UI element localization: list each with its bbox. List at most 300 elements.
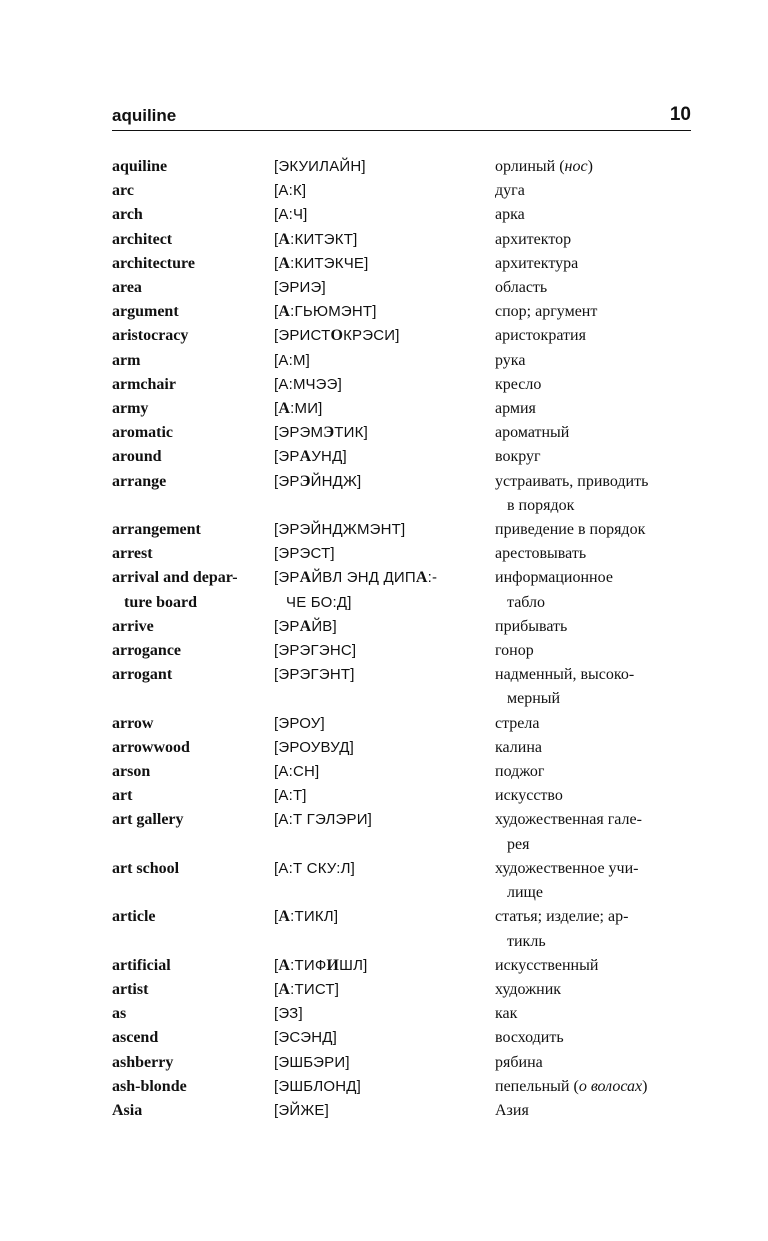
transcription-line <box>274 397 495 421</box>
entry-headword <box>112 978 274 1002</box>
transcription-segment: [ЭРОУ] <box>274 714 325 732</box>
translation-line <box>495 1075 702 1099</box>
entry-headword <box>112 736 274 760</box>
entry-transcription <box>274 421 495 445</box>
transcription-segment: [ЭР <box>274 472 300 490</box>
entry-row <box>112 373 702 397</box>
stressed-letter: А <box>278 980 291 998</box>
translation-text: устраивать, приводить <box>495 472 649 490</box>
entry-row <box>112 518 702 542</box>
entry-transcription <box>274 276 495 300</box>
translation-text: ) <box>642 1077 648 1095</box>
headword-line: art gallery <box>112 811 184 829</box>
transcription-segment: [А:МЧЭЭ] <box>274 375 342 393</box>
entry-transcription <box>274 470 495 518</box>
entry-headword <box>112 155 274 179</box>
translation-line <box>495 421 702 445</box>
translation-text: стрела <box>495 714 540 732</box>
entry-translation <box>495 978 702 1002</box>
dictionary-entries <box>112 155 702 1123</box>
translation-line <box>495 712 702 736</box>
transcription-segment: [ЭР <box>274 617 300 635</box>
transcription-segment: [А:Т ГЭЛЭРИ] <box>274 811 373 829</box>
headword-line: army <box>112 400 149 418</box>
transcription-segment: ЙНДЖ] <box>310 472 362 490</box>
entry-translation <box>495 1051 702 1075</box>
entry-transcription <box>274 228 495 252</box>
entry-translation <box>495 784 702 808</box>
entry-translation <box>495 954 702 978</box>
stressed-letter: А <box>278 956 291 974</box>
transcription-segment: [ЭШБЛОНД] <box>274 1077 362 1095</box>
transcription-line <box>274 445 495 469</box>
entry-row <box>112 470 702 518</box>
entry-translation <box>495 518 702 542</box>
entry-transcription <box>274 445 495 469</box>
translation-line <box>495 470 702 494</box>
translation-line <box>495 373 702 397</box>
entry-headword <box>112 615 274 639</box>
transcription-line <box>274 712 495 736</box>
entry-headword <box>112 1026 274 1050</box>
headword-line: ascend <box>112 1029 159 1047</box>
entry-row <box>112 808 702 856</box>
transcription-line <box>274 663 495 687</box>
transcription-segment: [А:М] <box>274 351 311 369</box>
transcription-line <box>274 518 495 542</box>
header-headword: aquiline <box>112 106 177 125</box>
translation-text: художественное учи- <box>495 859 639 877</box>
translation-text: информационное <box>495 569 613 587</box>
entry-transcription <box>274 615 495 639</box>
transcription-line <box>274 252 495 276</box>
translation-text: художник <box>495 980 562 998</box>
entry-translation <box>495 760 702 784</box>
entry-transcription <box>274 179 495 203</box>
transcription-segment: [ЭЙЖЕ] <box>274 1101 329 1119</box>
translation-line <box>495 905 702 929</box>
transcription-segment: :ГЬЮМЭНТ] <box>290 303 377 321</box>
entry-headword <box>112 421 274 445</box>
transcription-segment: ЙВЛ ЭНД ДИП <box>311 569 416 587</box>
entry-transcription <box>274 252 495 276</box>
entry-row <box>112 1099 702 1123</box>
stressed-letter: А <box>278 908 291 926</box>
translation-text: область <box>495 279 548 297</box>
translation-text: прибывать <box>495 617 568 635</box>
translation-line <box>495 566 702 590</box>
entry-row <box>112 566 702 614</box>
entry-translation <box>495 324 702 348</box>
entry-headword <box>112 808 274 856</box>
translation-continuation: тикль <box>507 932 546 950</box>
translation-line <box>495 978 702 1002</box>
translation-text: искусство <box>495 787 563 805</box>
transcription-line <box>274 421 495 445</box>
entry-headword <box>112 324 274 348</box>
entry-headword <box>112 445 274 469</box>
entry-row <box>112 1051 702 1075</box>
entry-transcription <box>274 663 495 711</box>
entry-row <box>112 1002 702 1026</box>
translation-line <box>495 155 702 179</box>
headword-line: artist <box>112 980 149 998</box>
translation-text: гонор <box>495 642 534 660</box>
entry-translation <box>495 179 702 203</box>
transcription-line <box>274 470 495 494</box>
transcription-line <box>274 978 495 1002</box>
transcription-line <box>274 1026 495 1050</box>
entry-transcription <box>274 203 495 227</box>
transcription-segment: [ЭРОУВУД] <box>274 738 354 756</box>
transcription-segment: [ЭЗ] <box>274 1005 303 1023</box>
headword-line: arrogant <box>112 666 173 684</box>
entry-translation <box>495 445 702 469</box>
transcription-line <box>274 954 495 978</box>
translation-line <box>495 808 702 832</box>
headword-line: argument <box>112 303 179 321</box>
entry-headword <box>112 857 274 905</box>
translation-line <box>495 445 702 469</box>
headword-line: article <box>112 908 156 926</box>
transcription-segment: КРЭСИ] <box>343 327 400 345</box>
translation-text: рука <box>495 351 526 369</box>
entry-translation <box>495 1002 702 1026</box>
translation-line <box>495 324 702 348</box>
translation-continuation: мерный <box>507 690 561 708</box>
headword-line: arrow <box>112 714 154 732</box>
transcription-segment: [А:К] <box>274 182 307 200</box>
transcription-segment: :КИТЭКТ] <box>290 230 358 248</box>
entry-headword <box>112 566 274 614</box>
entry-row <box>112 978 702 1002</box>
entry-headword <box>112 349 274 373</box>
transcription-line <box>274 736 495 760</box>
entry-transcription <box>274 324 495 348</box>
entry-headword <box>112 663 274 711</box>
translation-text: архитектор <box>495 230 572 248</box>
transcription-line <box>274 639 495 663</box>
entry-row <box>112 615 702 639</box>
entry-headword <box>112 203 274 227</box>
translation-note: нос <box>564 158 588 175</box>
translation-line <box>495 542 702 566</box>
entry-headword <box>112 542 274 566</box>
entry-translation <box>495 155 702 179</box>
transcription-segment: :ТИСТ] <box>290 980 340 998</box>
entry-headword <box>112 639 274 663</box>
transcription-segment: ТИК] <box>334 424 368 442</box>
entry-translation <box>495 203 702 227</box>
entry-translation <box>495 373 702 397</box>
transcription-line <box>274 591 495 615</box>
translation-text: дуга <box>495 182 525 200</box>
entry-transcription <box>274 978 495 1002</box>
stressed-letter: А <box>278 400 291 418</box>
headword-line: Asia <box>112 1101 143 1119</box>
entry-row <box>112 349 702 373</box>
entry-row <box>112 760 702 784</box>
translation-text: орлиный ( <box>495 158 565 175</box>
translation-line <box>495 1051 702 1075</box>
entry-transcription <box>274 760 495 784</box>
entry-transcription <box>274 857 495 905</box>
translation-line <box>495 252 702 276</box>
transcription-segment: [ <box>274 303 279 321</box>
entry-transcription <box>274 566 495 614</box>
entry-headword <box>112 712 274 736</box>
transcription-segment: УНД] <box>311 448 347 466</box>
headword-line: ash-blonde <box>112 1077 187 1095</box>
headword-line: arm <box>112 351 141 369</box>
translation-text: приведение в порядок <box>495 521 646 539</box>
headword-line: arc <box>112 182 134 200</box>
transcription-line <box>274 857 495 881</box>
transcription-line <box>274 179 495 203</box>
translation-line <box>495 857 702 881</box>
entry-transcription <box>274 155 495 179</box>
entry-headword <box>112 1051 274 1075</box>
entry-translation <box>495 252 702 276</box>
entry-row <box>112 421 702 445</box>
translation-line <box>495 518 702 542</box>
entry-row <box>112 954 702 978</box>
entry-row <box>112 639 702 663</box>
translation-line <box>495 179 702 203</box>
transcription-line <box>274 300 495 324</box>
entry-transcription <box>274 373 495 397</box>
entry-translation <box>495 1099 702 1123</box>
entry-translation <box>495 1075 702 1099</box>
entry-headword <box>112 1075 274 1099</box>
translation-text: вокруг <box>495 448 541 466</box>
entry-translation <box>495 470 702 518</box>
transcription-segment: [ЭРЭСТ] <box>274 545 335 563</box>
transcription-segment: [ <box>274 908 279 926</box>
stressed-letter: А <box>278 303 291 321</box>
entry-headword <box>112 784 274 808</box>
entry-row <box>112 663 702 711</box>
entry-headword <box>112 228 274 252</box>
entry-transcription <box>274 1075 495 1099</box>
transcription-segment: :ТИКЛ] <box>290 908 339 926</box>
entry-row <box>112 276 702 300</box>
translation-line <box>495 228 702 252</box>
headword-line: arrival and depar- <box>112 569 238 587</box>
transcription-segment: [ЭРЭЙНДЖМЭНТ] <box>274 521 406 539</box>
transcription-segment: [ <box>274 230 279 248</box>
transcription-segment: [ <box>274 400 279 418</box>
translation-text: статья; изделие; ар- <box>495 908 629 926</box>
transcription-line <box>274 203 495 227</box>
entry-transcription <box>274 1099 495 1123</box>
page-number: 10 <box>669 104 691 125</box>
headword-line: around <box>112 448 162 466</box>
entry-row <box>112 1075 702 1099</box>
entry-transcription <box>274 349 495 373</box>
transcription-line <box>274 615 495 639</box>
entry-headword <box>112 397 274 421</box>
translation-text: арестовывать <box>495 545 587 563</box>
transcription-line <box>274 276 495 300</box>
translation-line <box>495 615 702 639</box>
entry-translation <box>495 228 702 252</box>
transcription-segment: [ЭРЭГЭНС] <box>274 642 357 660</box>
translation-line <box>495 300 702 324</box>
headword-line: as <box>112 1005 127 1023</box>
transcription-segment: [А:Т СКУ:Л] <box>274 859 355 877</box>
stressed-letter: Э <box>323 424 335 442</box>
transcription-segment: [ <box>274 956 279 974</box>
translation-text: армия <box>495 400 536 418</box>
entry-translation <box>495 808 702 856</box>
transcription-segment: [ЭРИЭ] <box>274 279 326 297</box>
transcription-segment: [ <box>274 254 279 272</box>
entry-translation <box>495 300 702 324</box>
translation-line <box>495 1026 702 1050</box>
headword-line: arrogance <box>112 642 182 660</box>
entry-headword <box>112 470 274 518</box>
translation-text: пепельный ( <box>495 1077 579 1095</box>
transcription-line <box>274 1075 495 1099</box>
transcription-segment: ЧЕ БО:Д] <box>286 593 352 611</box>
entry-headword <box>112 1099 274 1123</box>
headword-line: art <box>112 787 133 805</box>
entry-translation <box>495 566 702 614</box>
entry-transcription <box>274 397 495 421</box>
headword-line: aromatic <box>112 424 174 442</box>
transcription-line <box>274 784 495 808</box>
translation-line <box>495 276 702 300</box>
translation-line <box>495 736 702 760</box>
headword-line: architecture <box>112 254 195 272</box>
translation-line <box>495 397 702 421</box>
translation-text: художественная гале- <box>495 811 642 829</box>
entry-translation <box>495 905 702 953</box>
headword-line: arrest <box>112 545 153 563</box>
transcription-line <box>274 1002 495 1026</box>
translation-line <box>495 663 702 687</box>
translation-text: ароматный <box>495 424 570 442</box>
translation-line <box>495 1099 702 1123</box>
transcription-segment: ЙВ] <box>311 617 337 635</box>
transcription-segment: :МИ] <box>290 400 323 418</box>
headword-line: aristocracy <box>112 327 189 345</box>
translation-continuation: табло <box>507 593 546 611</box>
entry-row <box>112 1026 702 1050</box>
transcription-segment: [ЭСЭНД] <box>274 1029 337 1047</box>
transcription-line <box>274 1099 495 1123</box>
entry-transcription <box>274 712 495 736</box>
transcription-line <box>274 155 495 179</box>
headword-line: armchair <box>112 375 176 393</box>
entry-transcription <box>274 1002 495 1026</box>
entry-row <box>112 203 702 227</box>
entry-headword <box>112 1002 274 1026</box>
translation-text: калина <box>495 738 542 756</box>
entry-headword <box>112 373 274 397</box>
entry-translation <box>495 276 702 300</box>
transcription-line <box>274 566 495 590</box>
headword-line: ture board <box>124 593 198 611</box>
transcription-segment: [ЭР <box>274 448 300 466</box>
entry-row <box>112 445 702 469</box>
stressed-letter: А <box>278 254 291 272</box>
transcription-segment: [ <box>274 980 279 998</box>
transcription-segment: [ЭКУИЛАЙН] <box>274 158 366 175</box>
translation-line <box>495 760 702 784</box>
stressed-letter: А <box>299 569 312 587</box>
entry-transcription <box>274 542 495 566</box>
transcription-line <box>274 324 495 348</box>
running-header <box>112 104 691 131</box>
transcription-segment: [ЭРЭМ <box>274 424 324 442</box>
entry-row <box>112 905 702 953</box>
entry-row <box>112 736 702 760</box>
transcription-line <box>274 228 495 252</box>
entry-translation <box>495 857 702 905</box>
transcription-segment: [ЭР <box>274 569 300 587</box>
entry-transcription <box>274 639 495 663</box>
entry-headword <box>112 954 274 978</box>
translation-line <box>495 639 702 663</box>
stressed-letter: А <box>299 448 312 466</box>
entry-transcription <box>274 954 495 978</box>
transcription-line <box>274 349 495 373</box>
translation-continuation: рея <box>507 835 530 853</box>
translation-text: рябина <box>495 1053 543 1071</box>
translation-continuation: лище <box>507 884 543 902</box>
transcription-segment: [А:Ч] <box>274 206 308 224</box>
entry-transcription <box>274 808 495 856</box>
entry-transcription <box>274 736 495 760</box>
translation-continuation: в порядок <box>507 496 575 514</box>
entry-headword <box>112 300 274 324</box>
translation-text: восходить <box>495 1029 564 1047</box>
transcription-line <box>274 808 495 832</box>
transcription-line <box>274 1051 495 1075</box>
transcription-line <box>274 373 495 397</box>
stressed-letter: Э <box>299 472 311 490</box>
headword-line: area <box>112 279 142 297</box>
entry-transcription <box>274 1051 495 1075</box>
entry-headword <box>112 905 274 953</box>
entry-translation <box>495 421 702 445</box>
headword-line: arrowwood <box>112 738 190 756</box>
entry-row <box>112 300 702 324</box>
entry-translation <box>495 712 702 736</box>
entry-transcription <box>274 784 495 808</box>
translation-line <box>495 349 702 373</box>
translation-text: спор; аргумент <box>495 303 598 321</box>
transcription-line <box>274 542 495 566</box>
headword-line: ashberry <box>112 1053 174 1071</box>
translation-text: надменный, высоко- <box>495 666 635 684</box>
entry-translation <box>495 1026 702 1050</box>
entry-translation <box>495 397 702 421</box>
headword-line: arrangement <box>112 521 201 539</box>
transcription-segment: :КИТЭКЧЕ] <box>290 254 369 272</box>
transcription-line <box>274 760 495 784</box>
translation-line <box>495 1002 702 1026</box>
headword-line: arrive <box>112 617 154 635</box>
entry-translation <box>495 615 702 639</box>
entry-headword <box>112 276 274 300</box>
headword-line: architect <box>112 230 173 248</box>
transcription-segment: [ЭШБЭРИ] <box>274 1053 350 1071</box>
translation-text: Азия <box>495 1101 529 1119</box>
headword-line: aquiline <box>112 158 168 175</box>
